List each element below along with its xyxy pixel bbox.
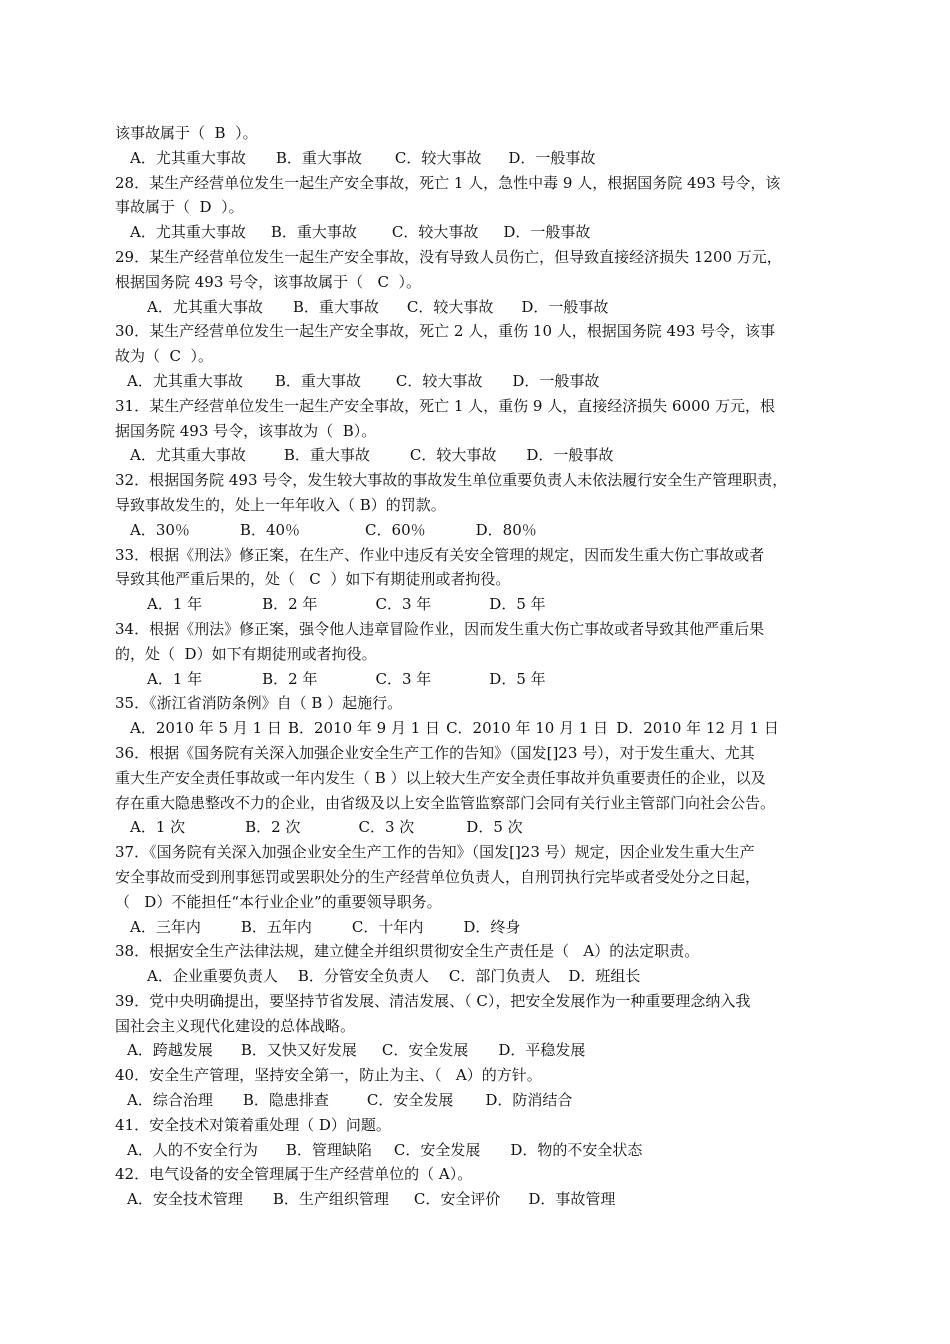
text-line: 安全事故而受到刑事惩罚或罢职处分的生产经营单位负责人，自刑罚执行完毕或者受处分之日起， xyxy=(115,867,761,886)
answer-options-row xyxy=(115,1038,855,1063)
answer-option: A．尤其重大事故 xyxy=(147,297,263,316)
answer-option: C．3 次 xyxy=(358,818,415,837)
answer-options-row xyxy=(115,295,855,320)
answer-options-row xyxy=(115,443,855,468)
text-line: 39．党中央明确提出，要坚持节省发展、清洁发展、（ C），把安全发展作为一种重要理念纳入我 xyxy=(115,991,751,1010)
answer-option: A．三年内 xyxy=(130,917,201,936)
answer-option: B．2 年 xyxy=(262,669,318,688)
answer-option: D．一般事故 xyxy=(512,371,600,390)
answer-option: C．安全发展 xyxy=(381,1041,469,1060)
answer-option: A．尤其重大事故 xyxy=(127,371,243,390)
answer-option: C．3 年 xyxy=(375,669,432,688)
answer-option: D．事故管理 xyxy=(528,1190,616,1209)
answer-option: D．80％ xyxy=(475,520,537,539)
answer-options-row xyxy=(115,592,855,617)
text-line: （ D）不能担任“本行业企业”的重要领导职务。 xyxy=(115,892,442,911)
text-line: 国社会主义现代化建设的总体战略。 xyxy=(115,1016,356,1035)
answer-option: A．企业重要负责人 xyxy=(147,967,278,986)
text-line: 据国务院 493 号令，该事故为（ B）。 xyxy=(115,421,377,440)
answer-options-row xyxy=(115,1138,855,1163)
answer-option: B．又快又好发展 xyxy=(240,1041,357,1060)
text-line: 29．某生产经营单位发生一起生产安全事故，没有导致人员伤亡，但导致直接经济损失 1200 万元， xyxy=(115,247,782,266)
answer-option: C．较大事故 xyxy=(391,223,479,242)
answer-option: C．60％ xyxy=(365,520,426,539)
answer-option: D．终身 xyxy=(463,917,521,936)
answer-option: C．安全发展 xyxy=(393,1140,481,1159)
answer-option: A．尤其重大事故 xyxy=(130,223,246,242)
answer-options-row xyxy=(115,518,855,543)
answer-options-row xyxy=(115,220,855,245)
answer-option: D．防消结合 xyxy=(485,1091,573,1110)
answer-option: A．1 次 xyxy=(130,818,186,837)
answer-option: B．重大事故 xyxy=(292,297,379,316)
answer-options-row xyxy=(115,1187,855,1212)
answer-option: B．管理缺陷 xyxy=(285,1140,372,1159)
text-line: 根据国务院 493 号令，该事故属于（ C ）。 xyxy=(115,272,421,291)
answer-option: D．物的不安全状态 xyxy=(510,1140,643,1159)
answer-option: A．人的不安全行为 xyxy=(127,1140,258,1159)
text-line: 35．《浙江省消防条例》自（ B ）起施行。 xyxy=(115,694,403,713)
text-line: 34．根据《刑法》修正案，强令他人违章冒险作业，因而发生重大伤亡事故或者导致其他严重后果 xyxy=(115,619,765,638)
text-line: 存在重大隐患整改不力的企业，由省级及以上安全监管监察部门会同有关行业主管部门向社会公告。 xyxy=(115,793,776,812)
text-line: 重大生产安全责任事故或一年内发生（ B ）以上较大生产安全责任事故并负重要责任的企业，以及 xyxy=(115,768,766,787)
text-line: 41．安全技术对策着重处理（ D）问题。 xyxy=(115,1115,391,1134)
answer-option: B．重大事故 xyxy=(270,223,357,242)
text-line: 导致事故发生的，处上一年年收入（ B）的罚款。 xyxy=(115,495,446,514)
answer-options-row xyxy=(115,915,855,940)
text-line: 38．根据安全生产法律法规，建立健全并组织贯彻安全生产责任是（ A）的法定职责。 xyxy=(115,942,700,961)
text-line: 故为（ C ）。 xyxy=(115,347,214,366)
answer-option: C．较大事故 xyxy=(394,148,482,167)
answer-options-row xyxy=(115,146,855,171)
answer-option: A．跨越发展 xyxy=(127,1041,213,1060)
text-line: 33．根据《刑法》修正案，在生产、作业中违反有关安全管理的规定，因而发生重大伤亡事故或者 xyxy=(115,545,765,564)
text-line: 事故属于（ D ）。 xyxy=(115,198,244,217)
answer-option: D．一般事故 xyxy=(508,148,596,167)
text-line: 导致其他严重后果的，处（ C ）如下有期徒刑或者拘役。 xyxy=(115,570,511,589)
answer-option: C．3 年 xyxy=(375,595,432,614)
answer-option: B．分管安全负责人 xyxy=(297,967,429,986)
answer-options-row xyxy=(115,1088,855,1113)
text-line: 该事故属于（ B ）。 xyxy=(115,124,258,142)
answer-option: A．1 年 xyxy=(147,595,203,614)
text-line: 28．某生产经营单位发生一起生产安全事故，死亡 1 人，急性中毒 9 人，根据国务院 493 号令，该 xyxy=(115,173,781,192)
answer-option: B．2 次 xyxy=(245,818,301,837)
answer-option: B．重大事故 xyxy=(275,148,362,167)
text-line: 31．某生产经营单位发生一起生产安全事故，死亡 1 人，重伤 9 人，直接经济损失 6000 万元，根 xyxy=(115,396,775,415)
answer-option: A．2010 年 5 月 1 日 xyxy=(130,719,282,738)
answer-option: B．隐患排查 xyxy=(242,1091,329,1110)
answer-options-row xyxy=(115,716,855,741)
answer-option: C．部门负责人 xyxy=(448,967,551,986)
answer-option: A．尤其重大事故 xyxy=(130,446,246,465)
answer-option: C．较大事故 xyxy=(395,371,483,390)
answer-option: A．安全技术管理 xyxy=(127,1190,243,1209)
answer-option: C．安全发展 xyxy=(366,1091,454,1110)
text-line: 42．电气设备的安全管理属于生产经营单位的（ A）。 xyxy=(115,1165,473,1184)
text-line: 32．根据国务院 493 号令，发生较大事故的事故发生单位重要负责人未依法履行安全生产管理职责， xyxy=(115,471,788,490)
text-line: 的，处（ D）如下有期徒刑或者拘役。 xyxy=(115,644,377,663)
answer-option: D．5 次 xyxy=(466,818,523,837)
answer-option: A．尤其重大事故 xyxy=(130,148,246,167)
answer-option: C．十年内 xyxy=(351,917,424,936)
answer-option: B．五年内 xyxy=(240,917,312,936)
answer-option: A．30％ xyxy=(130,520,190,539)
answer-option: D．班组长 xyxy=(568,967,641,986)
answer-option: B．重大事故 xyxy=(274,371,361,390)
answer-option: D．5 年 xyxy=(489,595,546,614)
answer-option: D．5 年 xyxy=(489,669,546,688)
answer-option: D．一般事故 xyxy=(521,297,609,316)
answer-option: B．重大事故 xyxy=(283,446,370,465)
answer-option: D．2010 年 12 月 1 日 xyxy=(616,719,779,738)
question-list xyxy=(115,121,855,1212)
text-line: 37．《国务院有关深入加强企业安全生产工作的告知》（国发[]23 号）规定，因企业发生重大生产 xyxy=(115,843,755,862)
text-line: 40．安全生产管理，坚持安全第一，防止为主、（ A）的方针。 xyxy=(115,1066,542,1085)
answer-options-row xyxy=(115,964,855,989)
answer-option: C．2010 年 10 月 1 日 xyxy=(446,719,609,738)
answer-option: B．40％ xyxy=(239,520,301,539)
answer-option: B．2 年 xyxy=(262,595,318,614)
answer-option: D．一般事故 xyxy=(503,223,591,242)
answer-option: A．综合治理 xyxy=(127,1091,213,1110)
answer-options-row xyxy=(115,369,855,394)
answer-option: D．一般事故 xyxy=(526,446,614,465)
answer-option: B．2010 年 9 月 1 日 xyxy=(287,719,441,738)
text-line: 36．根据《国务院有关深入加强企业安全生产工作的告知》（国发[]23 号），对于发生重大、尤其 xyxy=(115,743,755,762)
answer-options-row xyxy=(115,815,855,840)
answer-option: B．生产组织管理 xyxy=(272,1190,389,1209)
answer-option: C．安全评价 xyxy=(413,1190,501,1209)
answer-option: C．较大事故 xyxy=(406,297,494,316)
text-line: 30．某生产经营单位发生一起生产安全事故，死亡 2 人，重伤 10 人，根据国务院 493 号令，该事 xyxy=(115,322,775,341)
answer-option: C．较大事故 xyxy=(409,446,497,465)
answer-option: A．1 年 xyxy=(147,669,203,688)
answer-option: D．平稳发展 xyxy=(498,1041,586,1060)
answer-options-row xyxy=(115,667,855,692)
